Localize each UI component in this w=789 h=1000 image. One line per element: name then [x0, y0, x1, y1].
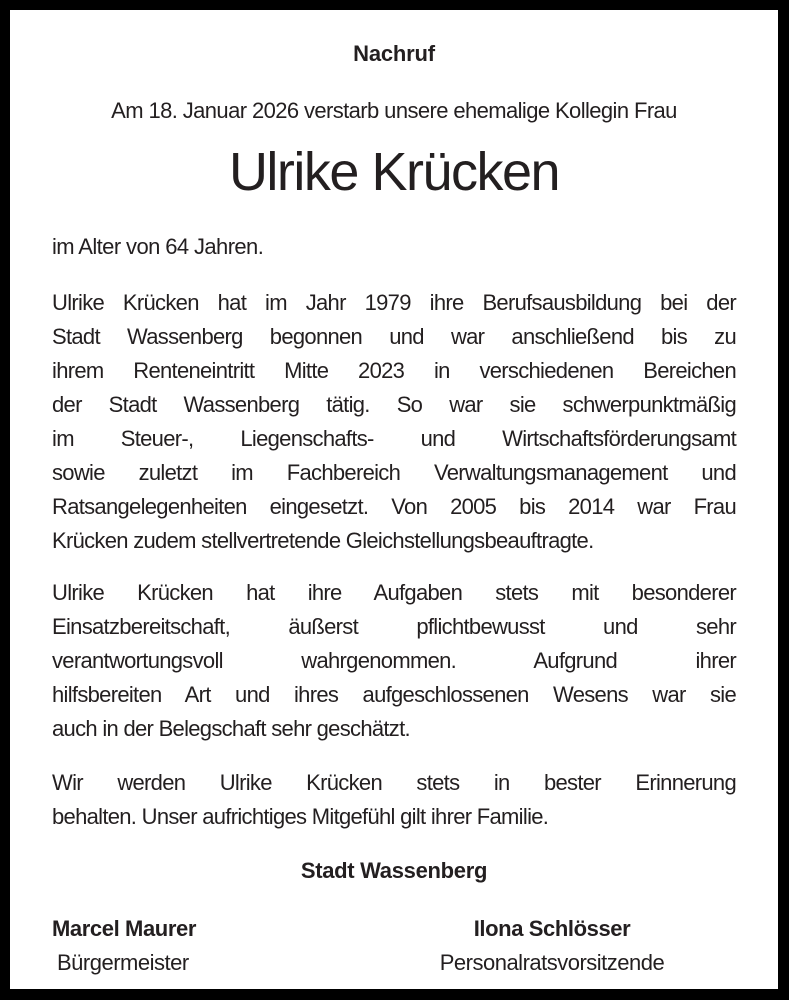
paragraph-line: der Stadt Wassenberg tätig. So war sie schwerpunktmäßig — [52, 392, 736, 417]
paragraph-line: sowie zuletzt im Fachbereich Verwaltungsmanagement und — [52, 460, 736, 485]
paragraph-tribute — [52, 576, 736, 746]
obituary-frame — [10, 10, 778, 989]
paragraph-line: ihrem Renteneintritt Mitte 2023 in verschiedenen Bereichen — [52, 358, 736, 383]
paragraph-line: Wir werden Ulrike Krücken stets in bester Erinnerung — [52, 770, 736, 795]
organization-name: Stadt Wassenberg — [300, 858, 488, 883]
paragraph-condolence — [52, 766, 736, 834]
obituary-heading: Nachruf — [353, 41, 435, 66]
paragraph-line: verantwortungsvoll wahrgenommen. Aufgrund ihrer — [52, 648, 736, 673]
signatory-name: Marcel Maurer — [52, 916, 196, 941]
intro-line: Am 18. Januar 2026 verstarb unsere ehemalige Kollegin Frau — [111, 98, 677, 123]
paragraph-line: behalten. Unser aufrichtiges Mitgefühl gilt ihrer Familie. — [52, 804, 549, 829]
paragraph-line: Ulrike Krücken hat im Jahr 1979 ihre Berufsausbildung bei der — [52, 290, 736, 315]
paragraph-line: Ulrike Krücken hat ihre Aufgaben stets mit besonderer — [52, 580, 736, 605]
paragraph-line: Einsatzbereitschaft, äußerst pflichtbewusst und sehr — [52, 614, 736, 639]
paragraph-career — [52, 286, 736, 558]
age-line: im Alter von 64 Jahren. — [52, 234, 264, 259]
paragraph-line: Stadt Wassenberg begonnen und war anschließend bis zu — [52, 324, 736, 349]
paragraph-line: auch in der Belegschaft sehr geschätzt. — [52, 716, 410, 741]
signatory-name: Ilona Schlösser — [473, 916, 631, 941]
paragraph-line: hilfsbereiten Art und ihres aufgeschlossenen Wesens war sie — [52, 682, 736, 707]
signatory-staff-council — [407, 916, 697, 976]
paragraph-line: im Steuer-, Liegenschafts- und Wirtschaftsförderungsamt — [52, 426, 736, 451]
signatory-role: Personalratsvorsitzende — [439, 950, 665, 975]
signatory-role: Bürgermeister — [57, 950, 189, 975]
signatory-mayor — [52, 916, 196, 976]
paragraph-line: Ratsangelegenheiten eingesetzt. Von 2005 bis 2014 war Frau — [52, 494, 736, 519]
deceased-name: Ulrike Krücken — [228, 142, 560, 202]
paragraph-line: Krücken zudem stellvertretende Gleichstellungsbeauftragte. — [52, 528, 594, 553]
